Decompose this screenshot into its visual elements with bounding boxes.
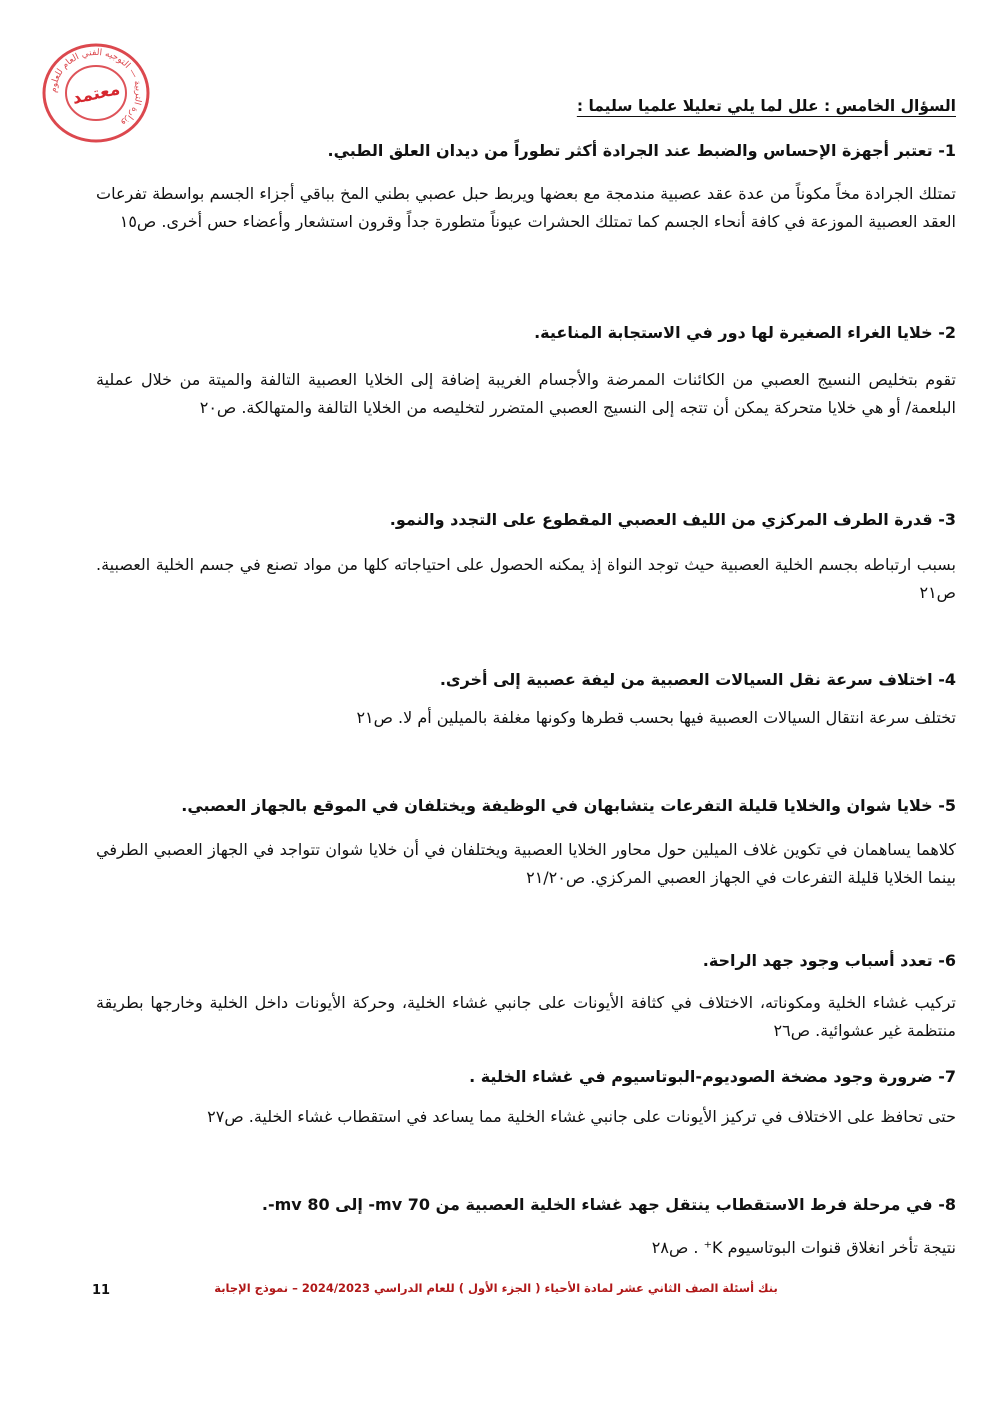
answer-4: تختلف سرعة انتقال السيالات العصبية فيها بحسب قطرها وكونها مغلفة بالميلين أم لا. ص٢١ bbox=[356, 708, 956, 727]
answer-8: نتيجة تأخر انغلاق قنوات البوتاسيوم K⁺ . ص٢٨ bbox=[651, 1238, 956, 1257]
question-4: 4- اختلاف سرعة نقل السيالات العصبية من ليفة عصبية إلى أخرى. bbox=[439, 670, 956, 689]
answer-2: تقوم بتخليص النسيج العصبي من الكائنات الممرضة والأجسام الغريبة إضافة إلى الخلايا العصبية التالفة والميتة من خلال عملية البلعمة/ أو هي خلايا متحركة يمكن أن تتجه إلى النسيج العصبي المتضرر لتخليصه من الخلايا التالفة والمتهالكة. ص٢٠ bbox=[96, 370, 956, 417]
approval-stamp bbox=[40, 42, 152, 144]
page-footer: بنك أسئلة الصف الثاني عشر لمادة الأحياء ( الجزء الأول ) للعام الدراسي 2024/2023 – نموذج الإجابة bbox=[214, 1281, 778, 1295]
section-title: السؤال الخامس : علل لما يلي تعليلا علميا سليما : bbox=[576, 97, 956, 115]
answer-3: بسبب ارتباطه بجسم الخلية العصبية حيث توجد النواة إذ يمكنه الحصول على احتياجاته كلها من مواد تصنع في جسم الخلية العصبية. ص٢١ bbox=[96, 555, 956, 602]
section-header bbox=[256, 97, 956, 115]
svg-text:معتمد: معتمد bbox=[70, 79, 122, 109]
answer-5: كلاهما يساهمان في تكوين غلاف الميلين حول محاور الخلايا العصبية ويختلفان في أن خلايا شوان تتواجد في الجهاز العصبي الطرفي بينما الخلايا قليلة التفرعات في الجهاز العصبي المركزي. ص٢١/٢٠ bbox=[96, 840, 956, 887]
answer-7: حتى تحافظ على الاختلاف في تركيز الأيونات على جانبي غشاء الخلية مما يساعد في استقطاب غشاء الخلية. ص٢٧ bbox=[207, 1107, 956, 1126]
question-1: 1- تعتبر أجهزة الإحساس والضبط عند الجرادة أكثر تطوراً من ديدان العلق الطبي. bbox=[327, 141, 956, 160]
question-2: 2- خلايا الغراء الصغيرة لها دور في الاستجابة المناعية. bbox=[534, 323, 956, 342]
question-5: 5- خلايا شوان والخلايا قليلة التفرعات يتشابهان في الوظيفة ويختلفان في الموقع بالجهاز العصبي. bbox=[181, 796, 956, 815]
stamp-seal-icon bbox=[40, 42, 152, 144]
answer-1: تمتلك الجرادة مخاً مكوناً من عدة عقد عصبية مندمجة مع بعضها ويربط حبل عصبي بطني المخ بباقي أجزاء الجسم بواسطة تفرعات العقد العصبية الموزعة في كافة أنحاء الجسم كما تمتلك الحشرات عيوناً متطورة جداً وقرون استشعار وأعضاء حس أخرى. ص١٥ bbox=[96, 184, 956, 231]
answer-6: تركيب غشاء الخلية ومكوناته، الاختلاف في كثافة الأيونات على جانبي غشاء الخلية، وحركة الأيونات داخل الخلية وخارجها بطريقة منتظمة غير عشوائية. ص٢٦ bbox=[96, 993, 956, 1040]
question-6: 6- تعدد أسباب وجود جهد الراحة. bbox=[702, 951, 956, 970]
page-number: 11 bbox=[92, 1283, 111, 1298]
question-3: 3- قدرة الطرف المركزي من الليف العصبي المقطوع على التجدد والنمو. bbox=[389, 510, 956, 529]
svg-text:وزارة التربية — التوجيه الفني: وزارة التربية — التوجيه الفني العام للعلوم bbox=[48, 47, 144, 128]
question-8: 8- في مرحلة فرط الاستقطاب ينتقل جهد غشاء الخلية العصبية من 70 mv- إلى 80 mv-. bbox=[261, 1195, 956, 1214]
question-7: 7- ضرورة وجود مضخة الصوديوم-البوتاسيوم في غشاء الخلية . bbox=[469, 1067, 956, 1086]
